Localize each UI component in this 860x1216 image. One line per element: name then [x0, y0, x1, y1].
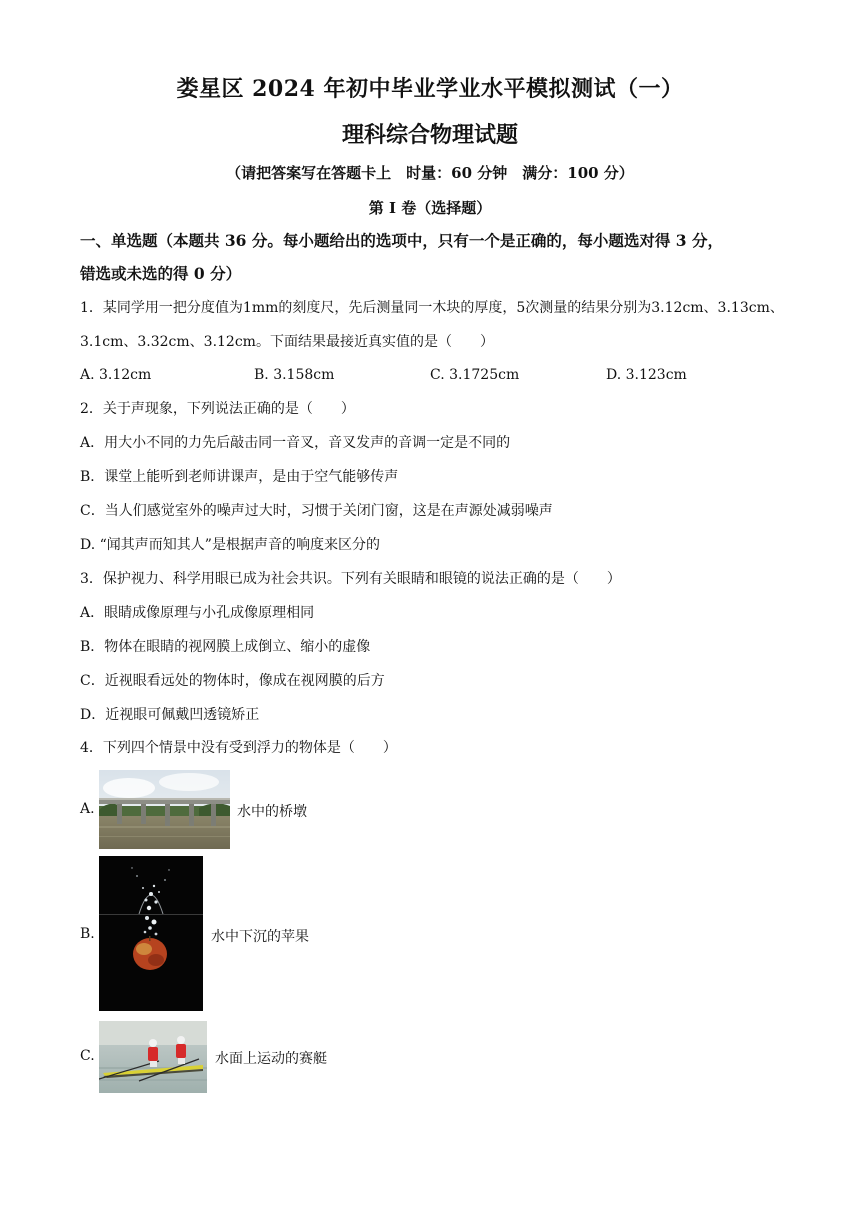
q1-option-c: C. 3.1725cm [430, 367, 520, 383]
q4-stem: 4．下列四个情景中没有受到浮力的物体是（ ） [80, 740, 397, 756]
q3-option-a: A．眼睛成像原理与小孔成像原理相同 [80, 605, 315, 621]
section-heading-line1: 一、单选题（本题共 36 分。每小题给出的选项中，只有一个是正确的，每小题选对得 3 分， [80, 231, 723, 250]
q3-option-b: B．物体在眼睛的视网膜上成倒立、缩小的虚像 [80, 639, 371, 655]
exam-instructions: （请把答案写在答题卡上 时量：60 分钟 满分：100 分） [226, 164, 634, 182]
q1-stem-line2: 3.1cm、3.32cm、3.12cm。下面结果最接近真实值的是（ ） [80, 334, 494, 350]
q4-option-c-caption: 水面上运动的赛艇 [215, 1051, 327, 1067]
q3-stem: 3．保护视力、科学用眼已成为社会共识。下列有关眼睛和眼镜的说法正确的是（ ） [80, 571, 621, 587]
q4-option-a-letter: A. [80, 801, 95, 817]
q3-option-c: C．近视眼看远处的物体时，像成在视网膜的后方 [80, 673, 385, 689]
q4-option-b-caption: 水中下沉的苹果 [211, 929, 309, 945]
q2-stem: 2．关于声现象，下列说法正确的是（ ） [80, 401, 355, 417]
q2-option-a: A．用大小不同的力先后敲击同一音叉，音叉发声的音调一定是不同的 [80, 435, 511, 451]
exam-subtitle: 理科综合物理试题 [341, 122, 518, 148]
q1-option-b: B. 3.158cm [254, 367, 335, 383]
q1-option-d: D. 3.123cm [606, 367, 687, 383]
section-heading [80, 224, 790, 290]
volume-heading: 第 Ⅰ 卷（选择题） [368, 199, 492, 217]
q4-option-b-letter: B. [80, 926, 95, 942]
sinking-apple-image [99, 856, 203, 1011]
q4-option-a-caption: 水中的桥墩 [237, 804, 307, 820]
q2-option-c: C．当人们感觉室外的噪声过大时，习惯于关闭门窗，这是在声源处减弱噪声 [80, 503, 553, 519]
q2-option-b: B．课堂上能听到老师讲课声，是由于空气能够传声 [80, 469, 399, 485]
section-heading-line2: 错选或未选的得 0 分） [80, 264, 242, 283]
q4-option-c-letter: C. [80, 1048, 95, 1064]
bridge-pier-image [99, 770, 230, 849]
exam-title: 娄星区 2024 年初中毕业学业水平模拟测试（一） [176, 76, 684, 102]
q1-option-a: A. 3.12cm [80, 367, 152, 383]
q3-option-d: D．近视眼可佩戴凹透镜矫正 [80, 707, 260, 723]
q1-stem-line1: 1．某同学用一把分度值为1mm的刻度尺，先后测量同一木块的厚度，5次测量的结果分别为3.12cm、3.13cm、 [80, 300, 784, 316]
rowing-boat-image [99, 1021, 207, 1093]
q2-option-d: D. “闻其声而知其人”是根据声音的响度来区分的 [80, 537, 380, 553]
